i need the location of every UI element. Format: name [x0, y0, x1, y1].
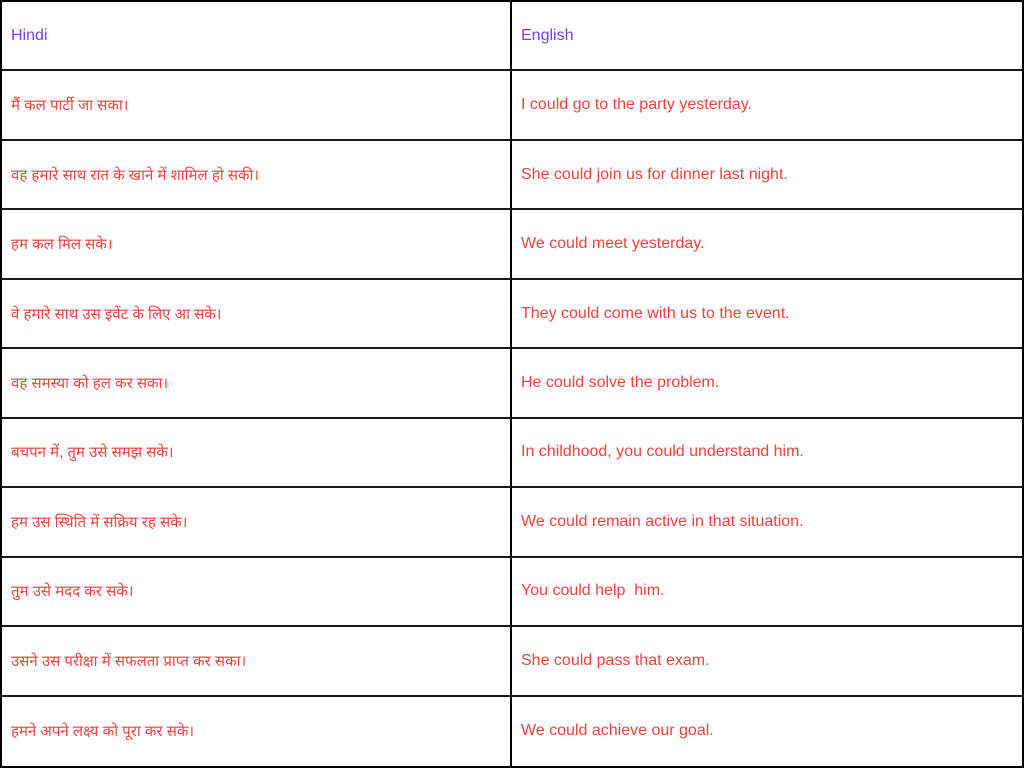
row-4-hindi [2, 280, 512, 349]
row-9-english [512, 627, 1022, 696]
row-7-hindi [2, 488, 512, 557]
row-8-english [512, 558, 1022, 627]
row-6-hindi [2, 419, 512, 488]
english-sentence: She could pass that exam. [521, 651, 710, 669]
row-1-english [512, 71, 1022, 140]
hindi-sentence: वे हमारे साथ उस इवेंट के लिए आ सके। [11, 305, 222, 323]
row-9-hindi [2, 627, 512, 696]
english-sentence: In childhood, you could understand him. [521, 443, 804, 461]
english-sentence: I could go to the party yesterday. [521, 96, 752, 114]
row-8-hindi [2, 558, 512, 627]
english-sentence: You could help him. [521, 582, 665, 600]
hindi-sentence: बचपन में, तुम उसे समझ सके। [11, 444, 174, 462]
header-english [512, 2, 1022, 71]
hindi-sentence: उसने उस परीक्षा में सफलता प्राप्त कर सका। [11, 652, 247, 670]
row-10-english [512, 697, 1022, 766]
english-sentence: We could achieve our goal. [521, 722, 714, 740]
english-sentence: He could solve the problem. [521, 373, 720, 391]
row-4-english [512, 280, 1022, 349]
hindi-sentence: तुम उसे मदद कर सके। [11, 583, 134, 601]
header-english-label: English [521, 26, 574, 44]
english-sentence: They could come with us to the event. [521, 304, 790, 322]
english-sentence: She could join us for dinner last night. [521, 165, 788, 183]
row-10-hindi [2, 697, 512, 766]
hindi-sentence: मैं कल पार्टी जा सका। [11, 97, 129, 115]
row-3-english [512, 210, 1022, 279]
row-7-english [512, 488, 1022, 557]
row-3-hindi [2, 210, 512, 279]
hindi-sentence: हम कल मिल सके। [11, 236, 113, 254]
row-5-hindi [2, 349, 512, 418]
english-sentence: We could remain active in that situation. [521, 512, 804, 530]
english-sentence: We could meet yesterday. [521, 235, 705, 253]
row-1-hindi [2, 71, 512, 140]
header-hindi-label: Hindi [11, 26, 48, 44]
hindi-sentence: वह समस्या को हल कर सका। [11, 374, 169, 392]
row-5-english [512, 349, 1022, 418]
hindi-sentence: हम उस स्थिति में सक्रिय रह सके। [11, 513, 188, 531]
row-2-english [512, 141, 1022, 210]
hindi-sentence: वह हमारे साथ रात के खाने में शामिल हो सकी। [11, 166, 260, 184]
header-hindi [2, 2, 512, 71]
row-2-hindi [2, 141, 512, 210]
hindi-sentence: हमने अपने लक्ष्य को पूरा कर सके। [11, 723, 195, 741]
row-6-english [512, 419, 1022, 488]
